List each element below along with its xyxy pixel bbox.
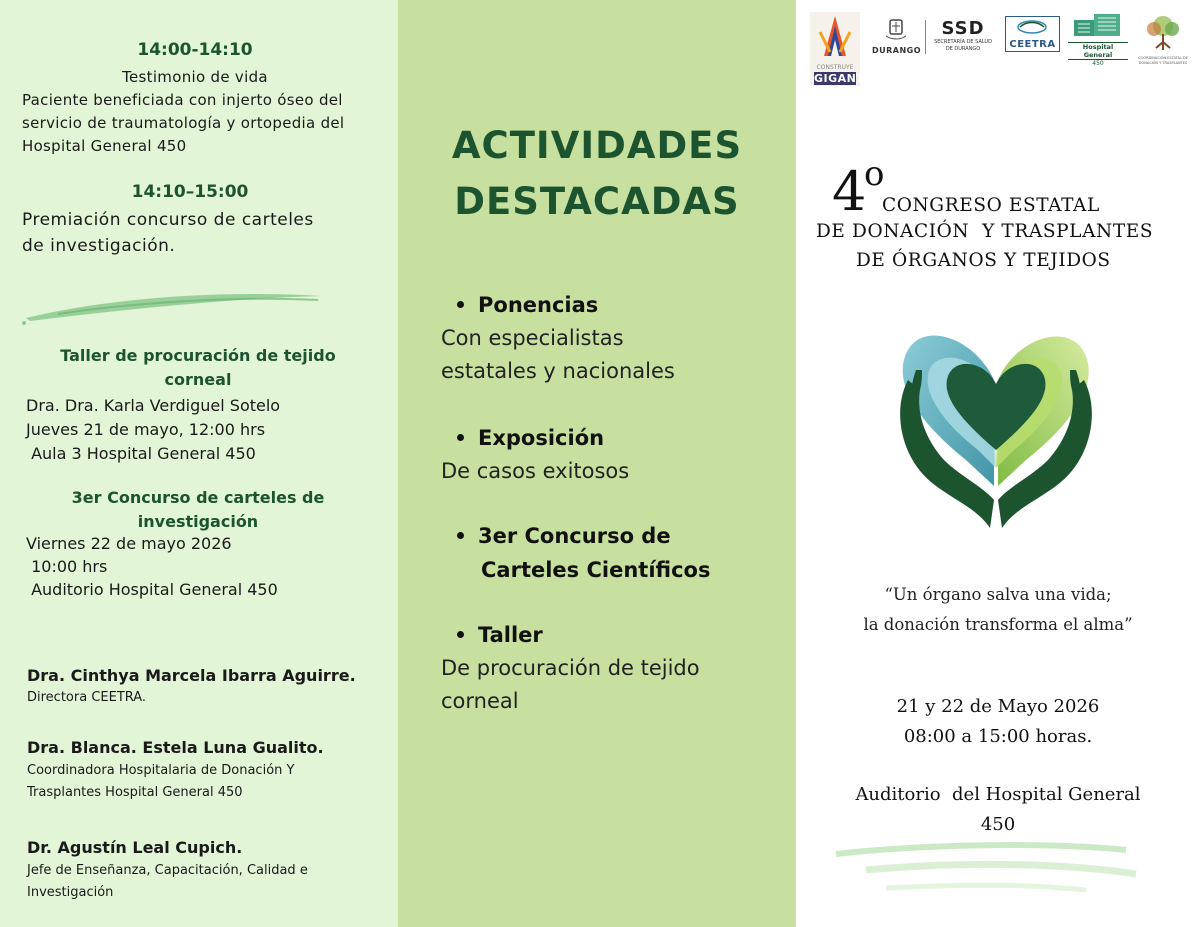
slot1-title: Testimonio de vida: [122, 68, 268, 86]
activity-desc: Con especialistas: [441, 326, 624, 350]
person-3: [27, 838, 395, 904]
bullet-icon: [457, 532, 464, 539]
ssd-text: SSD: [941, 18, 985, 39]
bullet-icon: [457, 301, 464, 308]
right-panel: [796, 0, 1200, 927]
hospital-building-icon: [1068, 12, 1128, 38]
concurso-details: [26, 532, 396, 601]
venue-line: Auditorio del Hospital General: [855, 784, 1141, 805]
concurso-title: [0, 486, 396, 534]
ssd-logo: [930, 18, 996, 53]
event-time-line: 08:00 a 15:00 horas.: [903, 726, 1093, 747]
person-role: Directora CEETRA.: [27, 690, 147, 705]
slot1-line: Paciente beneficiada con injerto óseo del: [22, 91, 343, 109]
durango-logo: [872, 18, 920, 58]
activity-desc: De casos exitosos: [441, 459, 630, 483]
logo-divider: [925, 20, 926, 54]
durango-text: DURANGO: [872, 46, 922, 55]
person-name: Dr. Agustín Leal Cupich.: [27, 838, 243, 857]
hospital-text: Hospital General: [1068, 42, 1128, 60]
activity-heading-line: Carteles Científicos: [481, 558, 711, 582]
ceetra-text: CEETRA: [1009, 39, 1056, 50]
taller-title-line: Taller de procuración de tejido: [60, 346, 336, 365]
activity-desc: corneal: [441, 689, 519, 713]
taller-title: [0, 344, 396, 392]
taller-line: Aula 3 Hospital General 450: [26, 444, 256, 463]
activity-heading: 3er Concurso de: [441, 519, 791, 553]
event-date-line: 21 y 22 de Mayo 2026: [896, 696, 1100, 717]
person-name: Dra. Blanca. Estela Luna Gualito.: [27, 738, 324, 757]
slot2-line: Premiación concurso de carteles: [22, 210, 314, 230]
left-panel: [0, 0, 398, 927]
slot1-description: [22, 89, 392, 158]
taller-line: Jueves 21 de mayo, 12:00 hrs: [26, 420, 266, 439]
event-venue: [796, 780, 1200, 840]
bullet-icon: [457, 631, 464, 638]
activity-heading: Ponencias: [441, 288, 791, 322]
person-role: Investigación: [27, 885, 114, 900]
person-role: Coordinadora Hospitalaria de Donación Y: [27, 763, 295, 778]
tree-icon: [1136, 12, 1190, 52]
slot2-time: 14:10–15:00: [131, 182, 249, 202]
concurso-title-line: investigación: [137, 512, 259, 531]
activity-desc: De procuración de tejido: [441, 656, 700, 680]
quote: [796, 580, 1200, 640]
concurso-line: 10:00 hrs: [26, 557, 108, 576]
gigante-text: GIGANTE: [814, 72, 873, 85]
activity-ponencias: [441, 288, 791, 388]
slot1-time: 14:00-14:10: [137, 40, 253, 60]
taller-title-line: corneal: [164, 370, 232, 389]
person-role: Trasplantes Hospital General 450: [27, 785, 243, 800]
slot1-line: servicio de traumatología y ortopedia del: [22, 114, 345, 132]
activities-title-line: ACTIVIDADES: [451, 124, 743, 167]
coordinacion-tree-logo: [1136, 12, 1190, 68]
concurso-line: Auditorio Hospital General 450: [26, 580, 278, 599]
quote-line: “Un órgano salva una vida;: [884, 585, 1112, 604]
activity-heading: Exposición: [441, 421, 791, 455]
taller-details: [26, 394, 396, 466]
person-2: [27, 738, 395, 804]
ceetra-symbol-icon: [1006, 17, 1059, 35]
tree-caption: COORDINACIÓN ESTATAL DE DONACIÓN Y TRASPLANTES: [1138, 56, 1188, 65]
gigante-top-text: CONSTRUYE: [816, 64, 854, 71]
event-date: [796, 692, 1200, 752]
gigante-logo: [810, 12, 873, 86]
congress-ordinal: o: [864, 154, 885, 194]
person-1: [27, 666, 395, 709]
congress-title-line-3: DE ÓRGANOS Y TEJIDOS: [856, 250, 1111, 271]
ssd-sub-text: SECRETARÍA DE SALUD: [934, 39, 992, 45]
person-role: Jefe de Enseñanza, Capacitación, Calidad e: [27, 863, 308, 878]
congress-number: 4: [832, 160, 867, 223]
congress-title-line-2: DE DONACIÓN Y TRASPLANTES: [816, 221, 1154, 242]
activity-concurso: [441, 519, 791, 587]
brush-stroke-bottom: [826, 840, 1146, 900]
durango-shield-icon: [872, 18, 920, 42]
hospital-logo: [1068, 12, 1128, 67]
activity-exposicion: [441, 421, 791, 488]
brush-stroke-divider: [18, 288, 328, 328]
activity-desc: estatales y nacionales: [441, 359, 675, 383]
activity-taller: [441, 618, 791, 718]
activities-title: [398, 118, 796, 230]
concurso-title-line: 3er Concurso de carteles de: [71, 488, 325, 507]
heart-hands-icon: [886, 310, 1106, 532]
quote-line: la donación transforma el alma”: [863, 615, 1133, 634]
activities-title-line: DESTACADAS: [454, 180, 740, 223]
hospital-number: 450: [1092, 60, 1104, 67]
congress-title-line-1: CONGRESO ESTATAL: [882, 195, 1100, 216]
venue-line: 450: [980, 814, 1016, 835]
ceetra-logo: [1005, 16, 1060, 52]
ssd-sub-text: DE DURANGO: [945, 46, 981, 52]
activity-heading: Taller: [441, 618, 791, 652]
slot2-line: de investigación.: [22, 236, 176, 256]
bullet-icon: [457, 434, 464, 441]
slot1-line: Hospital General 450: [22, 137, 187, 155]
middle-panel: [398, 0, 796, 927]
slot2-description: [22, 207, 392, 259]
gigante-emblem-icon: [810, 12, 860, 60]
person-name: Dra. Cinthya Marcela Ibarra Aguirre.: [27, 666, 356, 685]
concurso-line: Viernes 22 de mayo 2026: [26, 534, 232, 553]
taller-line: Dra. Dra. Karla Verdiguel Sotelo: [26, 396, 281, 415]
